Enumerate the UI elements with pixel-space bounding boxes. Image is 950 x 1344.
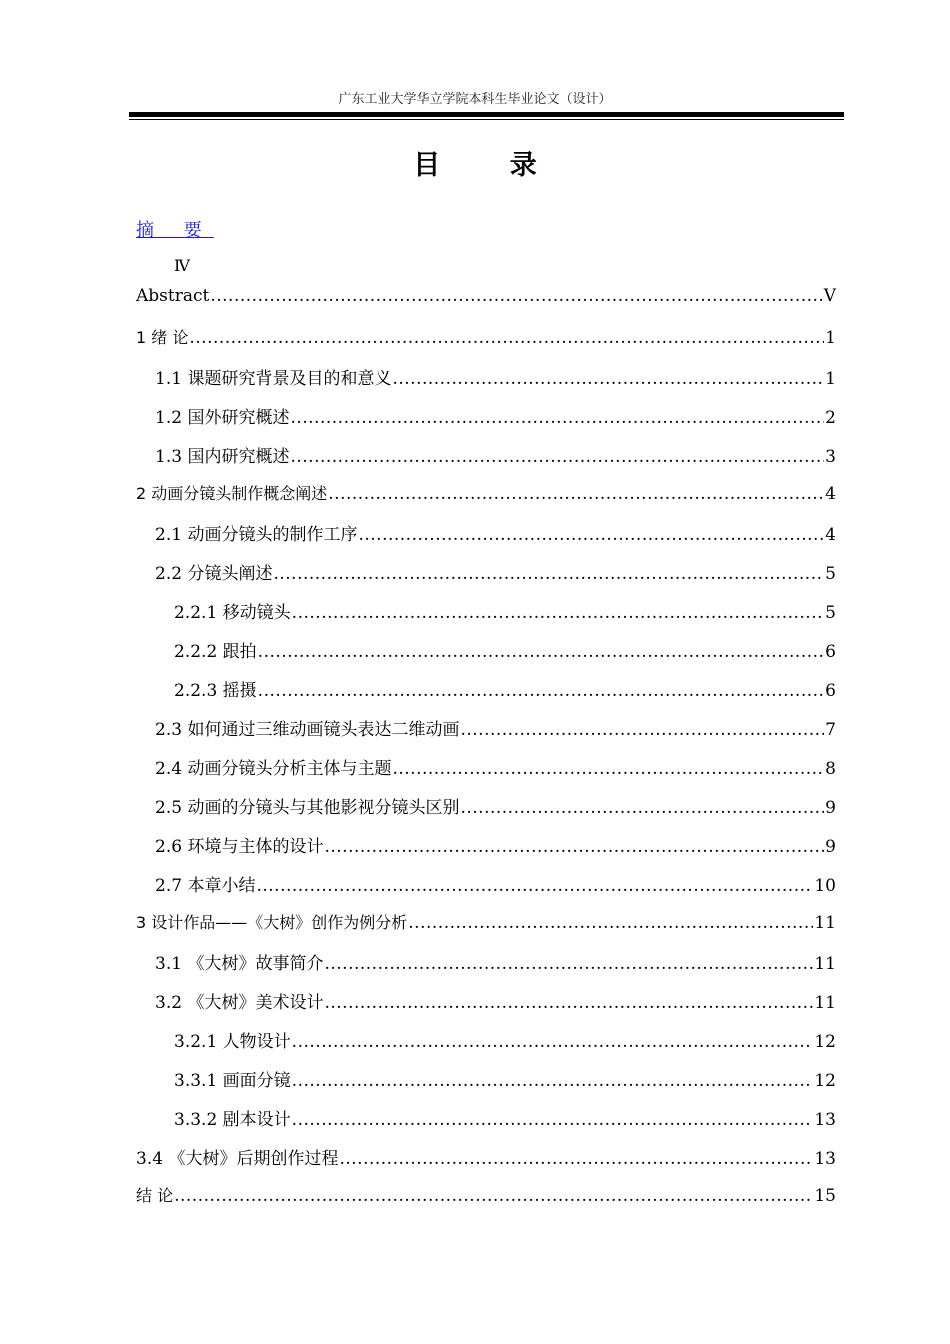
toc-entry-label: 3 设计作品——《大树》创作为例分析 <box>136 913 408 932</box>
toc-entry-page: 3 <box>825 447 836 467</box>
toc-entry-label: 3.3.1 画面分镜 <box>174 1071 291 1091</box>
toc-entry[interactable] <box>136 1144 836 1183</box>
toc-entry[interactable] <box>136 1105 836 1144</box>
toc-entry-label: 2.6 环境与主体的设计 <box>155 837 324 857</box>
toc-title: 目 录 <box>413 150 567 181</box>
toc-entry-label: 2.1 动画分镜头的制作工序 <box>155 525 358 545</box>
toc-entry-label: 2.2 分镜头阐述 <box>155 564 273 584</box>
toc-entry-label: 1.2 国外研究概述 <box>155 408 290 428</box>
toc-entry[interactable] <box>136 949 836 988</box>
dot-leader <box>292 603 825 623</box>
toc-entry-page: 1 <box>825 328 836 348</box>
toc-entry-page: 13 <box>814 1149 836 1169</box>
toc-entry-label: 3.2 《大树》美术设计 <box>155 993 324 1013</box>
dot-leader <box>460 798 824 818</box>
toc-entry[interactable] <box>136 403 836 442</box>
dot-leader <box>174 1186 813 1206</box>
toc-entry-page: 11 <box>814 913 836 933</box>
dot-leader <box>408 913 813 933</box>
dot-leader <box>324 993 813 1013</box>
toc-entry-page: 9 <box>825 798 836 818</box>
dot-leader <box>256 876 813 896</box>
toc-entry-page: 4 <box>825 484 836 504</box>
toc-entry-label: 结 论 <box>136 1186 174 1205</box>
toc-entry-page: 11 <box>814 954 836 974</box>
toc-entry-page: 8 <box>825 759 836 779</box>
dot-leader <box>189 328 824 348</box>
dot-leader <box>324 837 824 857</box>
toc-entry[interactable] <box>136 1066 836 1105</box>
toc-entry-page: 12 <box>814 1032 836 1052</box>
dot-leader <box>292 1071 814 1091</box>
dot-leader <box>324 954 813 974</box>
toc-entry[interactable] <box>136 520 836 559</box>
toc-entry-label: 2 动画分镜头制作概念阐述 <box>136 484 328 503</box>
dot-leader <box>258 642 825 662</box>
toc-entry[interactable] <box>136 637 836 676</box>
dot-leader <box>339 1149 813 1169</box>
toc-entry-label: 2.3 如何通过三维动画镜头表达二维动画 <box>155 720 460 740</box>
toc-entry[interactable] <box>136 832 836 871</box>
dot-leader <box>292 1110 814 1130</box>
header-rule-thin <box>129 119 844 120</box>
toc-entry-label: 3.2.1 人物设计 <box>174 1032 291 1052</box>
dot-leader <box>292 1032 814 1052</box>
toc-entry-label: 2.5 动画的分镜头与其他影视分镜头区别 <box>155 798 460 818</box>
abstract-page-number: Ⅳ <box>174 256 190 275</box>
dot-leader <box>392 369 824 389</box>
toc-entry-label: 3.3.2 剧本设计 <box>174 1110 291 1130</box>
header-rule-thick <box>129 112 844 117</box>
toc-entry-page: Ⅴ <box>823 286 836 306</box>
toc-entry[interactable] <box>136 676 836 715</box>
dot-leader <box>392 759 824 779</box>
toc-entry-page: 1 <box>825 369 836 389</box>
toc-entry[interactable] <box>136 1027 836 1066</box>
toc-entry-label: 1.1 课题研究背景及目的和意义 <box>155 369 392 389</box>
dot-leader <box>460 720 824 740</box>
toc-entry[interactable] <box>136 559 836 598</box>
toc-entry[interactable] <box>136 442 836 481</box>
toc-entry-label: Abstract <box>136 286 210 306</box>
toc-entry-label: 2.4 动画分镜头分析主体与主题 <box>155 759 392 779</box>
dot-leader <box>273 564 824 584</box>
dot-leader <box>290 447 824 467</box>
toc-entry-page: 9 <box>825 837 836 857</box>
toc-entry[interactable] <box>136 754 836 793</box>
toc-entry-label: 2.2.2 跟拍 <box>174 642 257 662</box>
toc-entry-label: 2.2.3 摇摄 <box>174 681 257 701</box>
toc-entry-label: 3.1 《大树》故事简介 <box>155 954 324 974</box>
toc-entry-label: 1 绪 论 <box>136 328 189 347</box>
page-header: 广东工业大学华立学院本科生毕业论文（设计） <box>338 92 612 107</box>
toc-entry-label: 3.4 《大树》后期创作过程 <box>136 1149 339 1169</box>
toc-entry-label: 2.2.1 移动镜头 <box>174 603 291 623</box>
toc-entry-page: 6 <box>825 681 836 701</box>
dot-leader <box>290 408 824 428</box>
toc-entry-page: 5 <box>825 603 836 623</box>
toc-entry-page: 10 <box>814 876 836 896</box>
toc-entry-page: 2 <box>825 408 836 428</box>
dot-leader <box>258 681 825 701</box>
toc-entry-page: 7 <box>825 720 836 740</box>
toc-entry[interactable] <box>136 364 836 403</box>
toc-entry[interactable] <box>136 910 836 949</box>
toc-entry-label: 2.7 本章小结 <box>155 876 256 896</box>
abstract-link[interactable]: 摘 要 <box>136 220 214 241</box>
dot-leader <box>358 525 824 545</box>
toc-entry[interactable] <box>136 793 836 832</box>
toc-entry[interactable] <box>136 481 836 520</box>
toc-entry-page: 5 <box>825 564 836 584</box>
dot-leader <box>210 286 822 306</box>
toc-entry[interactable] <box>136 1183 836 1222</box>
toc-entry-page: 15 <box>814 1186 836 1206</box>
toc-entry-label: 1.3 国内研究概述 <box>155 447 290 467</box>
toc-entry-page: 11 <box>814 993 836 1013</box>
toc-entry[interactable] <box>136 286 836 325</box>
toc-entry[interactable] <box>136 325 836 364</box>
toc-entry-page: 12 <box>814 1071 836 1091</box>
table-of-contents <box>136 286 836 1222</box>
toc-entry[interactable] <box>136 988 836 1027</box>
toc-entry[interactable] <box>136 715 836 754</box>
toc-entry-page: 4 <box>825 525 836 545</box>
dot-leader <box>328 484 824 504</box>
toc-entry[interactable] <box>136 871 836 910</box>
toc-entry[interactable] <box>136 598 836 637</box>
toc-entry-page: 6 <box>825 642 836 662</box>
toc-entry-page: 13 <box>814 1110 836 1130</box>
